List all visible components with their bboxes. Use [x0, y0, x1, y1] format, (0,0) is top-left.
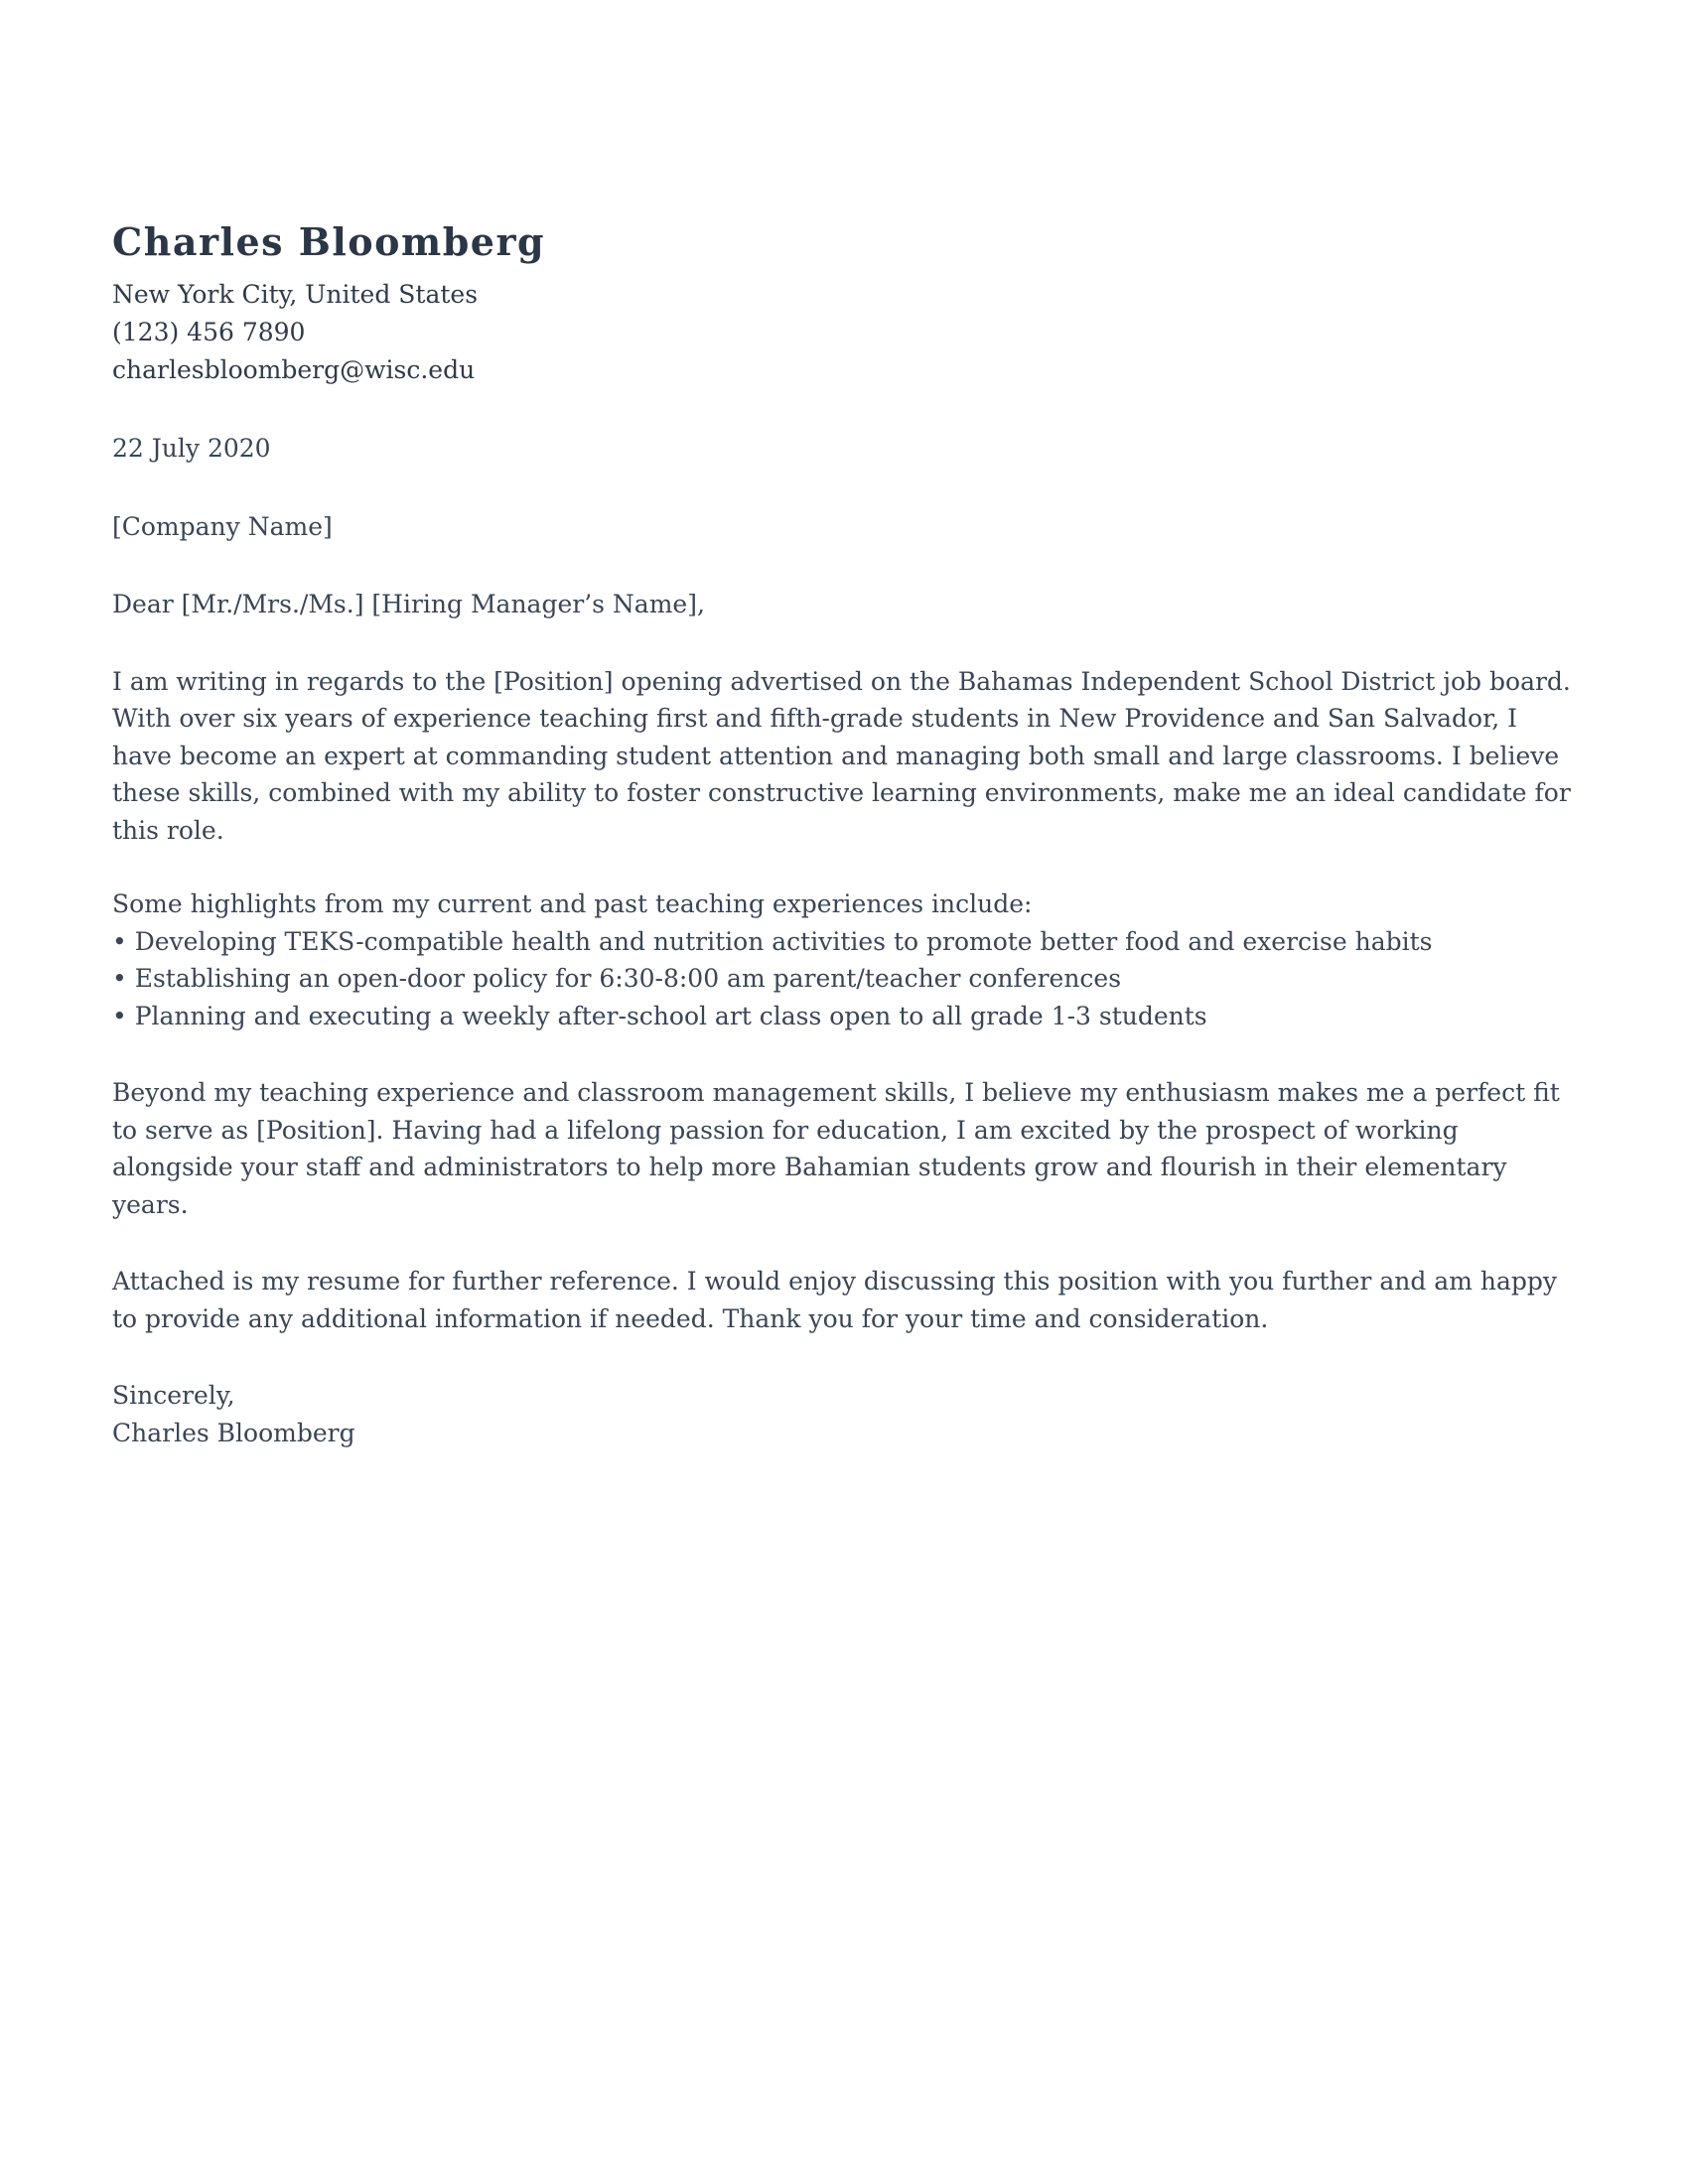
signoff-name: Charles Bloomberg — [112, 1418, 355, 1447]
highlights-section — [112, 886, 1582, 1034]
company-name: [Company Name] — [112, 511, 333, 541]
fit-paragraph: Beyond my teaching experience and classroom management skills, I believe my enthusiasm makes me a perfect fit to serve as [Position]. Having had a lifelong passion for education, I am excited by the prospect of working alongside your staff and administrators to help more Bahamian students grow and flourish in their elementary years. — [112, 1078, 1560, 1219]
letter-date: 22 July 2020 — [112, 434, 271, 463]
valediction: Sincerely, — [112, 1381, 235, 1410]
signoff — [112, 1377, 1582, 1451]
sender-contact — [112, 276, 1582, 389]
intro-paragraph: I am writing in regards to the [Position] opening advertised on the Bahamas Independent School District job board. With over six years of experience teaching first and fifth-grade students in New Providence and San Salvador, I have become an expert at commanding student attention and managing both small and large classrooms. I believe these skills, combined with my ability to foster constructive learning environments, make me an ideal candidate for this role. — [112, 666, 1571, 845]
highlight-item: • Developing TEKS-compatible health and nutrition activities to promote better food and exercise habits — [112, 926, 1433, 956]
cover-letter — [112, 218, 1582, 1451]
salutation: Dear [Mr./Mrs./Ms.] [Hiring Manager’s Name], — [112, 590, 705, 618]
sender-email: charlesbloomberg@wisc.edu — [112, 355, 476, 384]
highlight-item: • Establishing an open-door policy for 6:30-8:00 am parent/teacher conferences — [112, 964, 1122, 993]
sender-location: New York City, United States — [112, 280, 479, 309]
highlight-item: • Planning and executing a weekly after-school art class open to all grade 1-3 students — [112, 1001, 1207, 1030]
closing-paragraph: Attached is my resume for further reference. I would enjoy discussing this position with you further and am happy to provide any additional information if needed. Thank you for your time and consideration. — [112, 1267, 1557, 1333]
sender-phone: (123) 456 7890 — [112, 318, 306, 346]
sender-name: Charles Bloomberg — [112, 219, 546, 264]
highlights-intro: Some highlights from my current and past teaching experiences include: — [112, 889, 1033, 918]
